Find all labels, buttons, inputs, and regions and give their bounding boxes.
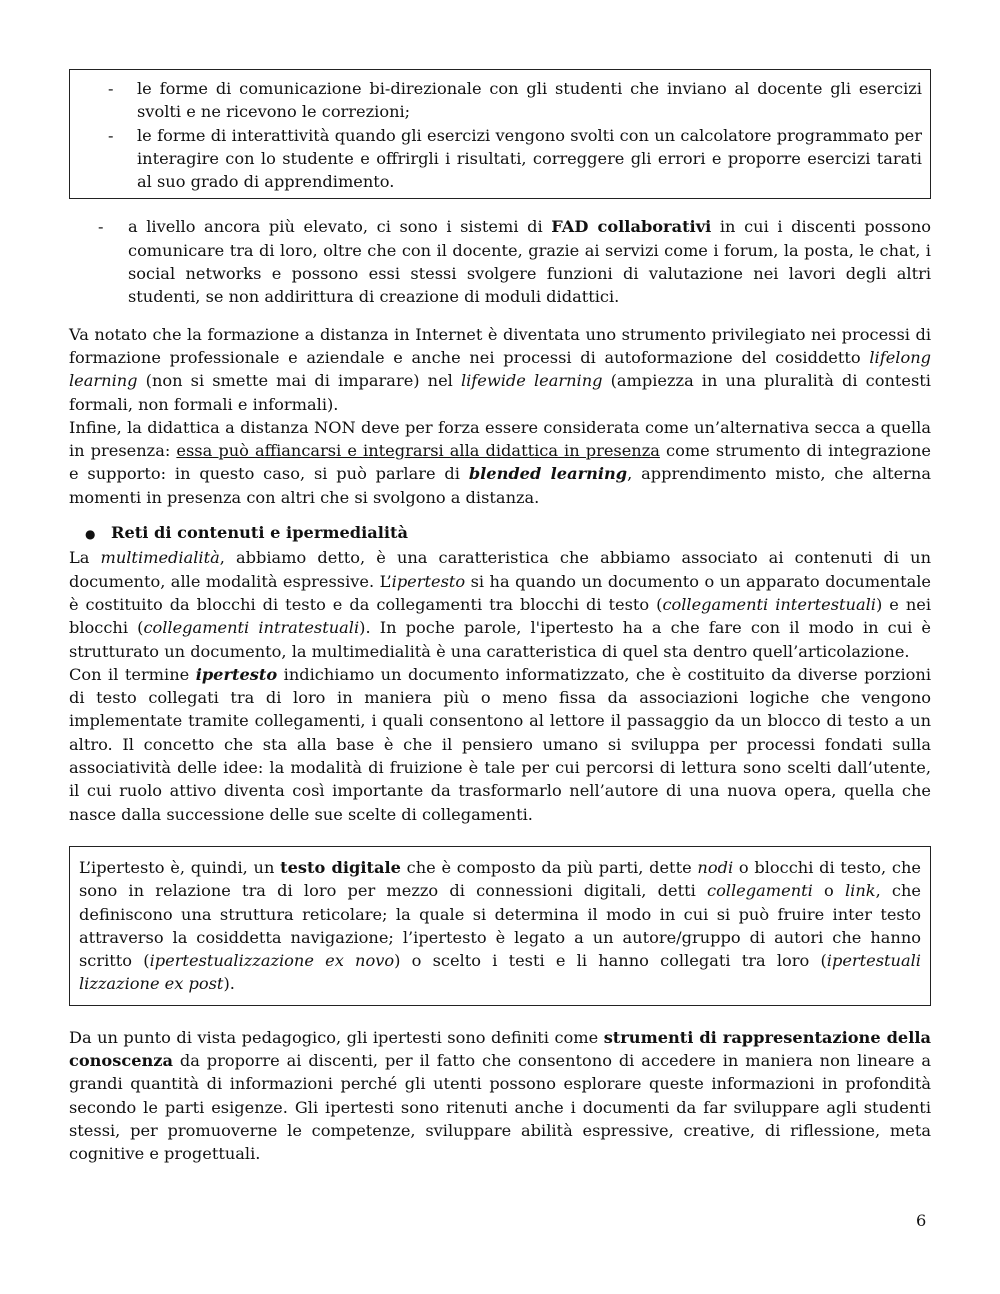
text-run: si ha quando un documento o un apparato documentale è costituito da blocchi di testo e da collegamenti tra blocchi di testo ( — [69, 571, 931, 614]
paragraph-pedagogico — [69, 1026, 931, 1166]
paragraph-blended-learning — [69, 416, 931, 509]
text-run: Infine, la didattica a distanza NON deve per forza essere considerata come un’alternativa secca a quella in presenza: — [69, 417, 931, 461]
italic-term: collegamenti intertestuali — [662, 594, 876, 614]
bold-italic-term: ipertesto — [195, 664, 278, 684]
list-item-fad-collaborativi — [69, 215, 931, 308]
text-run: (ampiezza in una pluralità di contesti formali, non formali e informali). — [69, 371, 931, 414]
text-run: (non si smette mai di imparare) nel — [137, 371, 461, 391]
text-run: ) o scelto i testi e li hanno collegati tra loro ( — [394, 951, 827, 971]
text-run: in cui i discenti possono comunicare tra di loro, oltre che con il docente, grazie ai servizi come i forum, la posta, le chat, i social networks e possono essi stessi svolgere funzioni di valutazione nei lavori degli altri studenti, se non addirittura di creazione di moduli didattici. — [128, 217, 931, 307]
text-run: Da un punto di vista pedagogico, gli ipertesti sono definiti come — [69, 1027, 604, 1047]
page-number: 6 — [916, 1211, 927, 1230]
italic-term: collegamenti intratestuali — [143, 618, 360, 638]
text-run: come strumento di integrazione e supporto: in questo caso, si può parlare di — [69, 441, 932, 484]
paragraph-ipertesto — [69, 663, 931, 826]
bullet-icon: ● — [85, 527, 96, 542]
boxed-definition — [69, 846, 931, 1006]
boxed-list — [69, 69, 931, 199]
bold-term: strumenti di rappresentazione della conoscenza — [69, 1027, 931, 1070]
text-run: indichiamo un documento informatizzato, che è costituito da diverse porzioni di testo collegati tra di loro in maniera più o meno fissa da associazioni logiche che vengono implementate tramite collegamenti, i quali consentono al lettore il passaggio da un blocco di testo a un altro. Il concetto che sta alla base è che il pensiero umano si sviluppa per processi fondati sulla associatività delle idee: la modalità di fruizione è tale per cui percorsi di lettura sono scelti dall’utente, il cui ruolo attivo diventa così importante da trasformarlo nell’autore di una nuova opera, quella che nasce dalla successione delle sue scelte di collegamenti. — [69, 664, 932, 824]
text-run: Con il termine — [69, 664, 196, 684]
text-run: L’ipertesto è, quindi, un — [79, 857, 281, 877]
list-item — [78, 77, 922, 124]
italic-term: ipertesto — [391, 571, 466, 591]
text-run: a livello ancora più elevato, ci sono i sistemi di — [128, 217, 552, 237]
text-run: Va notato che la formazione a distanza in Internet è diventata uno strumento privilegiato nei processi di formazione professionale e aziendale e anche nei processi di autoformazione del cosiddetto — [69, 324, 931, 367]
paragraph-lifelong-learning — [69, 323, 931, 416]
paragraph-multimedialita — [69, 546, 931, 662]
list-item-text: le forme di interattività quando gli esercizi vengono svolti con un calcolatore programmato per interagire con lo studente e offrirgli i risultati, correggere gli errori e proporre esercizi tarati al suo grado di apprendimento. — [137, 125, 922, 192]
bold-term: testo digitale — [280, 857, 401, 877]
page-content — [69, 69, 931, 1165]
dash-marker: - — [98, 217, 104, 237]
dash-marker: - — [108, 125, 114, 145]
italic-term: collegamenti — [707, 881, 813, 901]
section-title: Reti di contenuti e ipermedialità — [111, 523, 408, 543]
italic-term: lifelong learning — [69, 347, 931, 391]
italic-term: ipertestualizzazione ex novo — [149, 951, 395, 971]
list-item-text: le forme di comunicazione bi-direzionale con gli studenti che inviano al docente gli esercizi svolti e ne ricevono le correzioni; — [137, 79, 922, 122]
text-run: , che definiscono una struttura reticolare; la quale si determina il modo in cui si può fruire inter testo attraverso la cosiddetta navigazione; l’ipertesto è legato a un autore/gruppo di autori che hanno scritto ( — [79, 881, 921, 971]
text-run: ). — [223, 974, 235, 994]
italic-term: ipertestuali lizzazione ex post — [79, 951, 921, 994]
text-run: o blocchi di testo, che sono in relazione tra di loro per mezzo di connessioni digitali, detti — [79, 857, 921, 901]
dash-marker: - — [108, 79, 114, 98]
text-run: che è composto da più parti, dette — [400, 857, 698, 877]
text-run: ). In poche parole, l'ipertesto ha a che fare con il modo in cui è strutturato un documento, la multimedialità è una caratteristica di quel sta dentro quell’articolazione. — [69, 618, 931, 661]
italic-term: link — [844, 881, 876, 901]
text-run: ) e nei blocchi ( — [69, 594, 931, 638]
section-heading — [69, 521, 931, 546]
list-item — [78, 124, 922, 194]
bold-term: FAD collaborativi — [551, 217, 712, 237]
bold-italic-term: blended learning — [468, 464, 628, 484]
text-run: o — [812, 881, 845, 901]
text-run: La — [69, 548, 101, 568]
text-run: da proporre ai discenti, per il fatto che consentono di accedere in maniera non lineare a grandi quantità di informazioni perché gli utenti possono esplorare queste informazioni in profondità secondo le parti esigenze. Gli ipertesti sono ritenuti anche i documenti da far sviluppare agli studenti stessi, per promuoverne le competenze, sviluppare abilità espressive, creative, di riflessione, meta cognitive e progettuali. — [69, 1050, 931, 1164]
text-run: , apprendimento misto, che alterna momenti in presenza con altri che si svolgono a distanza. — [69, 464, 931, 507]
italic-term: lifewide learning — [460, 371, 603, 391]
underlined-text: essa può affiancarsi e integrarsi alla didattica in presenza — [176, 441, 660, 461]
italic-term: nodi — [697, 857, 734, 877]
text-run: , abbiamo detto, è una caratteristica che abbiamo associato ai contenuti di un documento, alle modalità espressive. L’ — [69, 548, 932, 591]
italic-term: multimedialità — [100, 548, 220, 568]
